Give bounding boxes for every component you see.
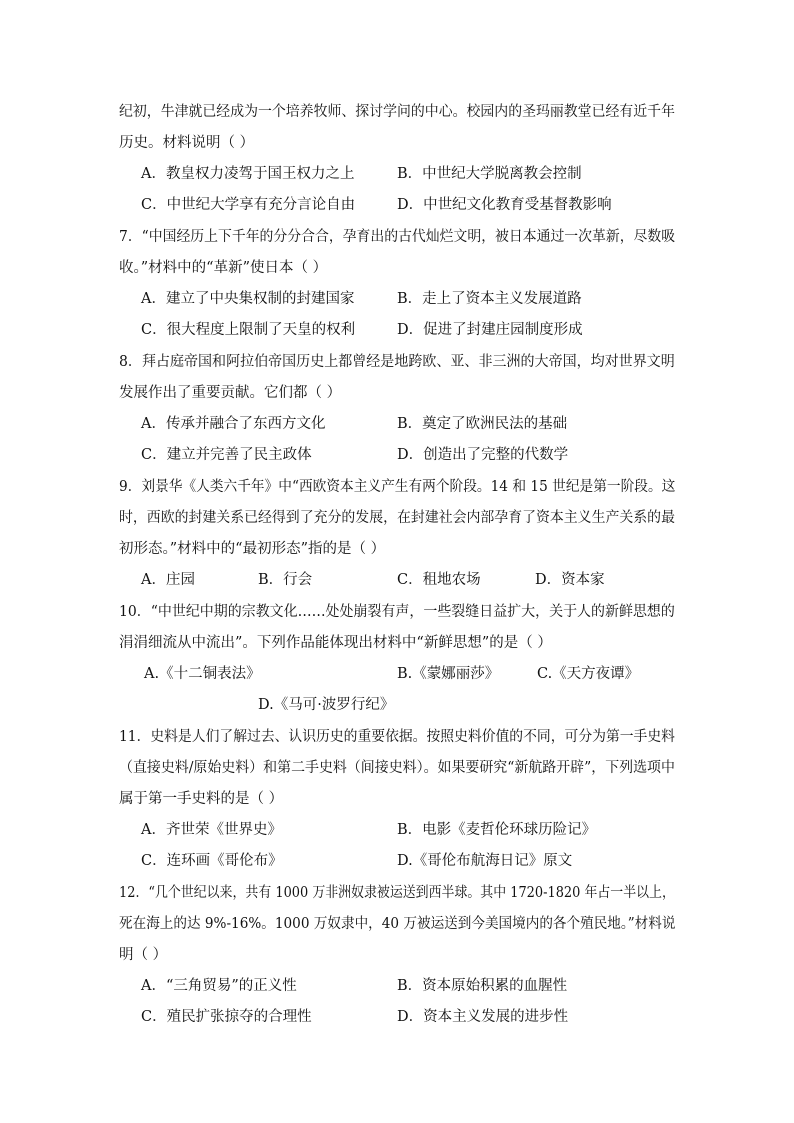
q11-option-c: C．连环画《哥伦布》 xyxy=(141,853,283,869)
q10-option-a: A.《十二铜表法》 xyxy=(144,666,261,682)
q11-option-d: D.《哥伦布航海日记》原文 xyxy=(397,853,573,869)
q6-option-a: A．教皇权力凌驾于国王权力之上 xyxy=(141,166,355,182)
q11-stem-line-1: 11．史料是人们了解过去、认识历史的重要依据。按照史料价值的不同，可分为第一手史料 xyxy=(119,729,675,745)
q9-stem-line-1: 9．刘景华《人类六千年》中“西欧资本主义产生有两个阶段。14 和 15 世纪是第一阶段。这 xyxy=(119,479,676,495)
q6-option-b: B．中世纪大学脱离教会控制 xyxy=(397,166,582,182)
q11-option-b: B．电影《麦哲伦环球历险记》 xyxy=(397,822,597,838)
q12-stem-line-1: 12．“几个世纪以来，共有 1000 万非洲奴隶被运送到西半球。其中 1720-1820 年占一半以上， xyxy=(119,885,675,901)
q6-stem-line-2: 历史。材料说明（ ） xyxy=(119,135,255,151)
q12-option-a: A．“三角贸易”的正义性 xyxy=(141,978,297,994)
q7-stem-line-1: 7．“中国经历上下千年的分分合合，孕育出的古代灿烂文明，被日本通过一次革新，尽数吸 xyxy=(119,229,676,245)
q7-option-d: D．促进了封建庄园制度形成 xyxy=(397,322,583,338)
q7-option-a: A．建立了中央集权制的封建国家 xyxy=(141,291,355,307)
q10-option-b: B.《蒙娜丽莎》 xyxy=(397,666,500,682)
q8-stem-line-1: 8．拜占庭帝国和阿拉伯帝国历史上都曾经是地跨欧、亚、非三洲的大帝国，均对世界文明 xyxy=(119,354,675,370)
q7-stem-line-2: 收。”材料中的“革新”使日本（ ） xyxy=(119,260,328,276)
q8-option-a: A．传承并融合了东西方文化 xyxy=(141,416,326,432)
q12-option-c: C．殖民扩张掠夺的合理性 xyxy=(141,1009,312,1025)
q10-option-c: C.《天方夜谭》 xyxy=(537,666,640,682)
q10-option-d: D.《马可·波罗行纪》 xyxy=(258,697,395,713)
q8-option-d: D．创造出了完整的代数学 xyxy=(397,447,569,463)
q6-option-c: C．中世纪大学享有充分言论自由 xyxy=(141,197,356,213)
q8-option-c: C．建立并完善了民主政体 xyxy=(141,447,312,463)
q6-option-d: D．中世纪文化教育受基督教影响 xyxy=(397,197,612,213)
q10-stem-line-1: 10．“中世纪中期的宗教文化……处处崩裂有声，一些裂缝日益扩大，关于人的新鲜思想的 xyxy=(119,604,675,620)
q11-option-a: A．齐世荣《世界史》 xyxy=(141,822,282,838)
q9-option-b: B．行会 xyxy=(258,572,313,588)
q12-stem-line-2: 死在海上的达 9%-16%。1000 万奴隶中，40 万被运送到今美国境内的各个殖民地。”材料说 xyxy=(119,916,676,932)
q12-option-b: B．资本原始积累的血腥性 xyxy=(397,978,568,994)
q11-stem-line-3: 属于第一手史料的是（ ） xyxy=(119,791,284,807)
q9-option-d: D．资本家 xyxy=(535,572,605,588)
q7-option-c: C．很大程度上限制了天皇的权利 xyxy=(141,322,356,338)
q10-stem-line-2: 涓涓细流从中流出”。下列作品能体现出材料中“新鲜思想”的是（ ） xyxy=(119,635,552,651)
q8-option-b: B．奠定了欧洲民法的基础 xyxy=(397,416,568,432)
q9-stem-line-2: 时，西欧的封建关系已经得到了充分的发展，在封建社会内部孕育了资本主义生产关系的最 xyxy=(119,510,675,526)
q12-option-d: D．资本主义发展的进步性 xyxy=(397,1009,569,1025)
q9-option-c: C．租地农场 xyxy=(397,572,481,588)
q8-stem-line-2: 发展作出了重要贡献。它们都（ ） xyxy=(119,385,342,401)
q9-option-a: A．庄园 xyxy=(141,572,195,588)
q12-stem-line-3: 明（ ） xyxy=(119,947,168,963)
q6-stem-line-1: 纪初，牛津就已经成为一个培养牧师、探讨学问的中心。校园内的圣玛丽教堂已经有近千年 xyxy=(119,104,675,120)
q7-option-b: B．走上了资本主义发展道路 xyxy=(397,291,582,307)
q9-stem-line-3: 初形态。”材料中的“最初形态”指的是（ ） xyxy=(119,541,386,557)
q11-stem-line-2: （直接史料/原始史料）和第二手史料（间接史料）。如果要研究“新航路开辟”，下列选项中 xyxy=(119,760,675,776)
